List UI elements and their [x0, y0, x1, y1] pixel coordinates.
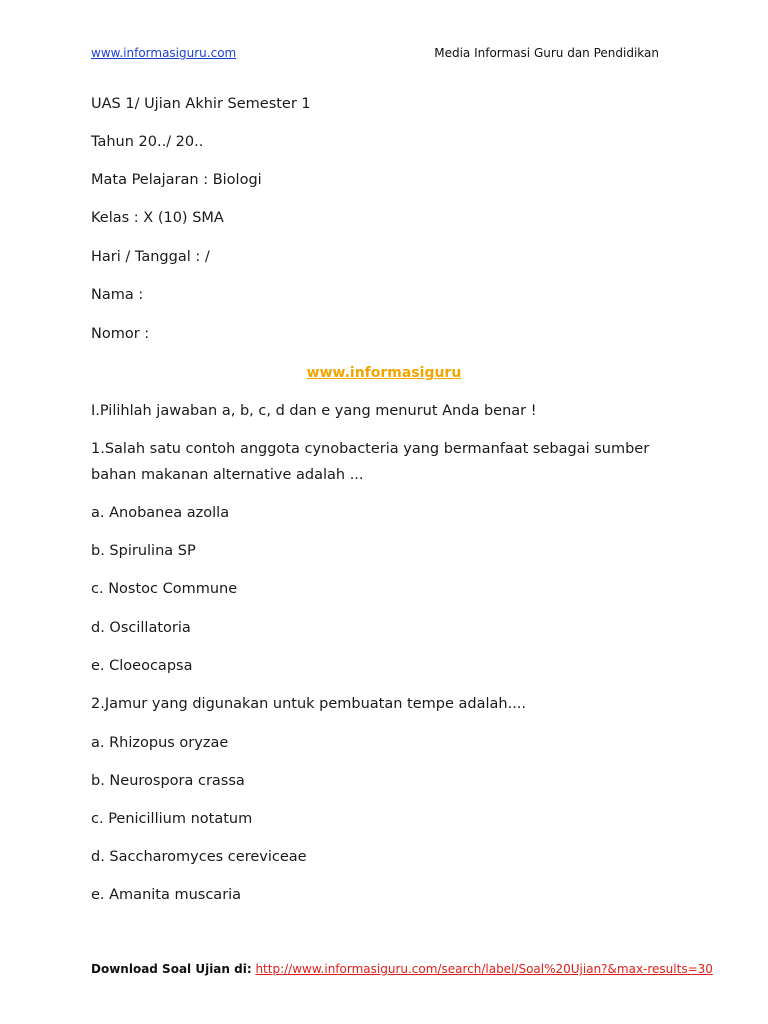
question-2-option-d: d. Saccharomyces cereviceae — [91, 849, 307, 865]
center-site-link[interactable]: www.informasiguru — [306, 365, 462, 381]
question-2-option-c: c. Penicillium notatum — [91, 811, 253, 827]
question-1-option-d: d. Oscillatoria — [91, 620, 191, 636]
exam-class: Kelas : X (10) SMA — [91, 210, 224, 226]
question-1-option-e: e. Cloeocapsa — [91, 658, 193, 674]
question-1-line-1: 1.Salah satu contoh anggota cynobacteria yang bermanfaat sebagai sumber — [91, 441, 650, 457]
header-site-link[interactable]: www.informasiguru.com — [91, 46, 237, 60]
page-footer — [91, 962, 713, 976]
page-header — [91, 46, 659, 66]
question-1-line-2: bahan makanan alternative adalah ... — [91, 467, 364, 483]
footer-download-link[interactable]: http://www.informasiguru.com/search/label/Soal%20Ujian?&max-results=30 — [255, 962, 713, 976]
student-name-field: Nama : — [91, 287, 144, 303]
header-tagline: Media Informasi Guru dan Pendidikan — [434, 46, 659, 60]
question-1-option-a: a. Anobanea azolla — [91, 505, 230, 521]
question-2-line-1: 2.Jamur yang digunakan untuk pembuatan tempe adalah.... — [91, 696, 527, 712]
question-2-option-b: b. Neurospora crassa — [91, 773, 245, 789]
footer-label: Download Soal Ujian di: — [91, 962, 252, 976]
instruction: I.Pilihlah jawaban a, b, c, d dan e yang menurut Anda benar ! — [91, 403, 537, 419]
exam-date: Hari / Tanggal : / — [91, 249, 210, 265]
exam-subject: Mata Pelajaran : Biologi — [91, 172, 262, 188]
question-2-option-e: e. Amanita muscaria — [91, 887, 242, 903]
exam-year: Tahun 20../ 20.. — [91, 134, 204, 150]
exam-title: UAS 1/ Ujian Akhir Semester 1 — [91, 96, 311, 112]
question-1-option-b: b. Spirulina SP — [91, 543, 196, 559]
student-number-field: Nomor : — [91, 326, 150, 342]
question-1-option-c: c. Nostoc Commune — [91, 581, 238, 597]
question-2-option-a: a. Rhizopus oryzae — [91, 735, 229, 751]
